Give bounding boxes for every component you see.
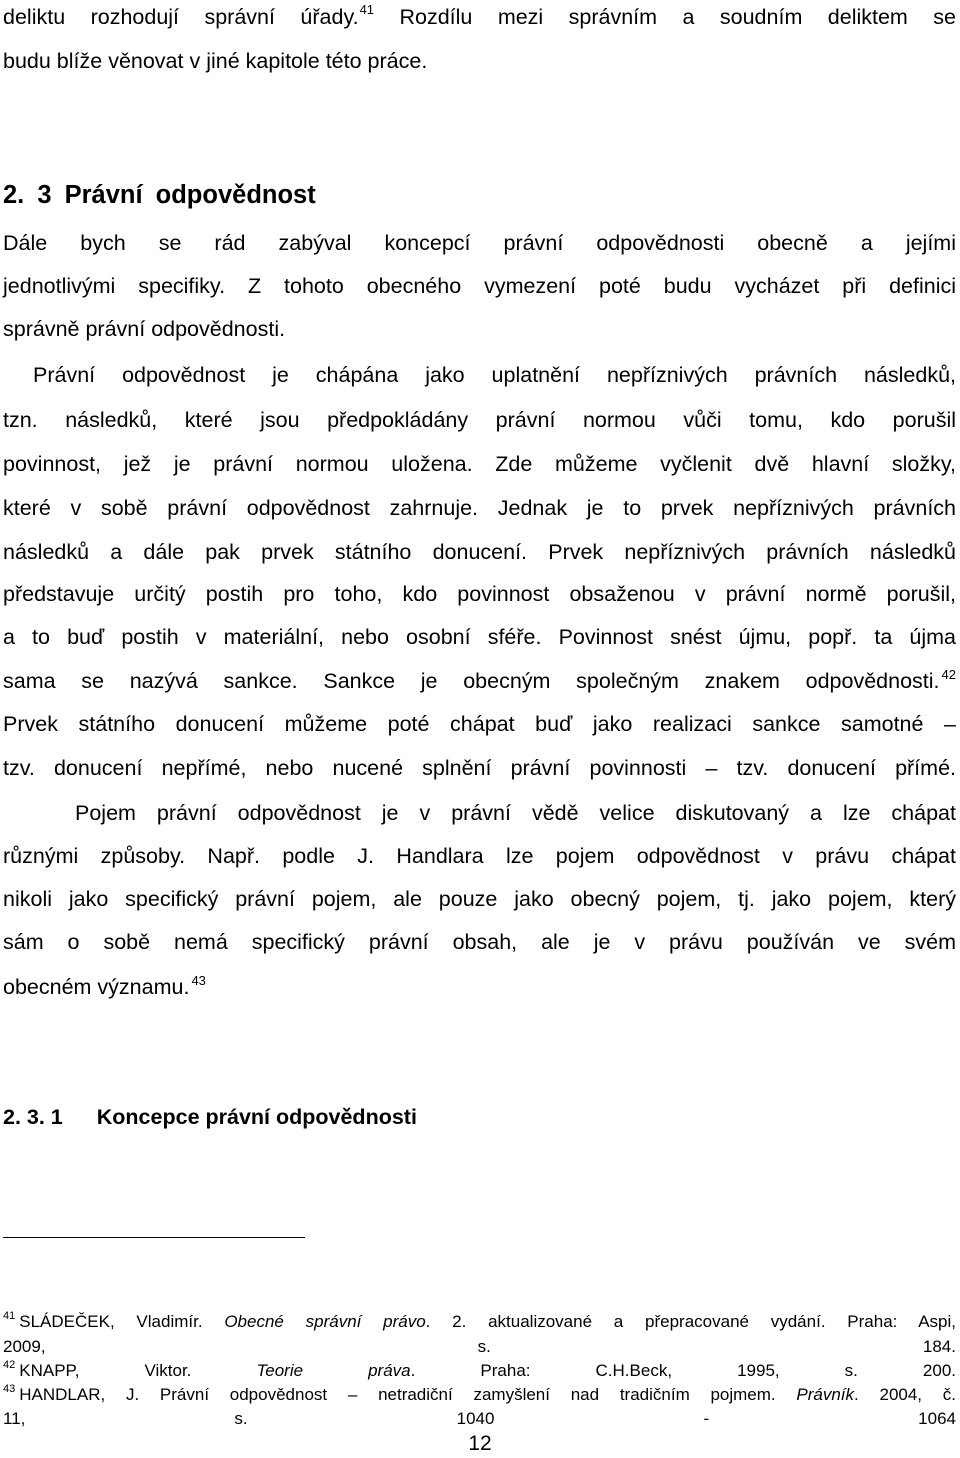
body-line: jednotlivými specifiky. Z tohoto obecného vymezení poté budu vycházet při definici	[3, 274, 956, 298]
footnote-number: 43	[3, 1383, 16, 1395]
body-line: Pojem právní odpovědnost je v právní vědě velice diskutovaný a lze chápat	[75, 801, 956, 825]
footnote-number: 41	[3, 1310, 16, 1322]
subsection-number: 2. 3. 1	[3, 1105, 63, 1129]
body-line: tzn. následků, které jsou předpokládány právní normou vůči tomu, kdo porušil	[3, 408, 956, 432]
body-line: a to buď postih v materiální, nebo osobní sféře. Povinnost snést újmu, popř. ta újma	[3, 625, 956, 649]
body-line	[3, 668, 956, 697]
subsection-heading	[3, 1104, 417, 1130]
footnote-42	[3, 1360, 956, 1384]
body-line: sám o sobě nemá specifický právní obsah, ale je v právu používán ve svém	[3, 930, 956, 954]
footnote-41	[3, 1311, 956, 1335]
body-line: tzv. donucení nepřímé, nebo nucené splnění právní povinnosti – tzv. donucení přímé.	[3, 756, 956, 780]
body-line	[3, 4, 956, 33]
body-line: představuje určitý postih pro toho, kdo povinnost obsaženou v právní normě porušil,	[3, 582, 956, 606]
footnote-title: Obecné správní právo	[224, 1312, 426, 1331]
text-run: KNAPP, Viktor.	[19, 1361, 257, 1380]
text-run: . Praha: C.H.Beck, 1995, s. 200.	[410, 1361, 957, 1380]
text-run: sama se nazývá sankce. Sankce je obecným společným znakem odpovědnosti.	[3, 669, 940, 693]
page-number: 12	[468, 1432, 492, 1455]
footnote-number: 42	[3, 1359, 16, 1371]
text-run: . 2004, č.	[854, 1385, 956, 1404]
body-line: Dále bych se rád zabýval koncepcí právní odpovědnosti obecně a jejími	[3, 231, 956, 255]
footnote-43	[3, 1384, 956, 1408]
footnote-title: Teorie práva	[256, 1361, 411, 1380]
body-line: povinnost, jež je právní normou uložena. Zde můžeme vyčlenit dvě hlavní složky,	[3, 452, 956, 476]
text-run: Rozdílu mezi správním a soudním deliktem se	[374, 5, 956, 29]
body-line: následků a dále pak prvek státního donucení. Prvek nepříznivých právních následků	[3, 540, 956, 564]
footnote-title: Právník	[796, 1385, 855, 1404]
footnote-ref-42: 42	[941, 667, 956, 682]
text-run: SLÁDEČEK, Vladimír.	[19, 1312, 225, 1331]
body-line: Prvek státního donucení můžeme poté chápat buď jako realizaci sankce samotné –	[3, 712, 956, 736]
body-line: správně právní odpovědnosti.	[3, 317, 286, 341]
section-heading: 2. 3 Právní odpovědnost	[3, 181, 316, 209]
body-line: budu blíže věnovat v jiné kapitole této práce.	[3, 49, 428, 73]
footnote-separator	[3, 1237, 305, 1238]
body-line: různými způsoby. Např. podle J. Handlara lze pojem odpovědnost v právu chápat	[3, 844, 956, 868]
footnote-ref-43: 43	[191, 973, 206, 988]
footnote-ref-41: 41	[359, 2, 375, 17]
text-run: obecném významu.	[3, 975, 190, 999]
subsection-title: Koncepce právní odpovědnosti	[96, 1105, 417, 1129]
text-run: . 2. aktualizované a přepracované vydání. Praha: Aspi,	[425, 1312, 956, 1331]
text-run: deliktu rozhodují správní úřady.	[3, 5, 359, 29]
footnote-41-cont: 2009, s. 184.	[3, 1337, 956, 1356]
text-run: HANDLAR, J. Právní odpovědnost – netradiční zamyšlení nad tradičním pojmem.	[19, 1385, 797, 1404]
body-line: nikoli jako specifický právní pojem, ale pouze jako obecný pojem, tj. jako pojem, který	[3, 887, 956, 911]
body-line	[3, 974, 956, 1003]
footnote-43-cont: 11, s. 1040 - 1064	[3, 1409, 956, 1428]
body-line: které v sobě právní odpovědnost zahrnuje. Jednak je to prvek nepříznivých právních	[3, 496, 956, 520]
body-line: Právní odpovědnost je chápána jako uplatnění nepříznivých právních následků,	[33, 363, 956, 387]
